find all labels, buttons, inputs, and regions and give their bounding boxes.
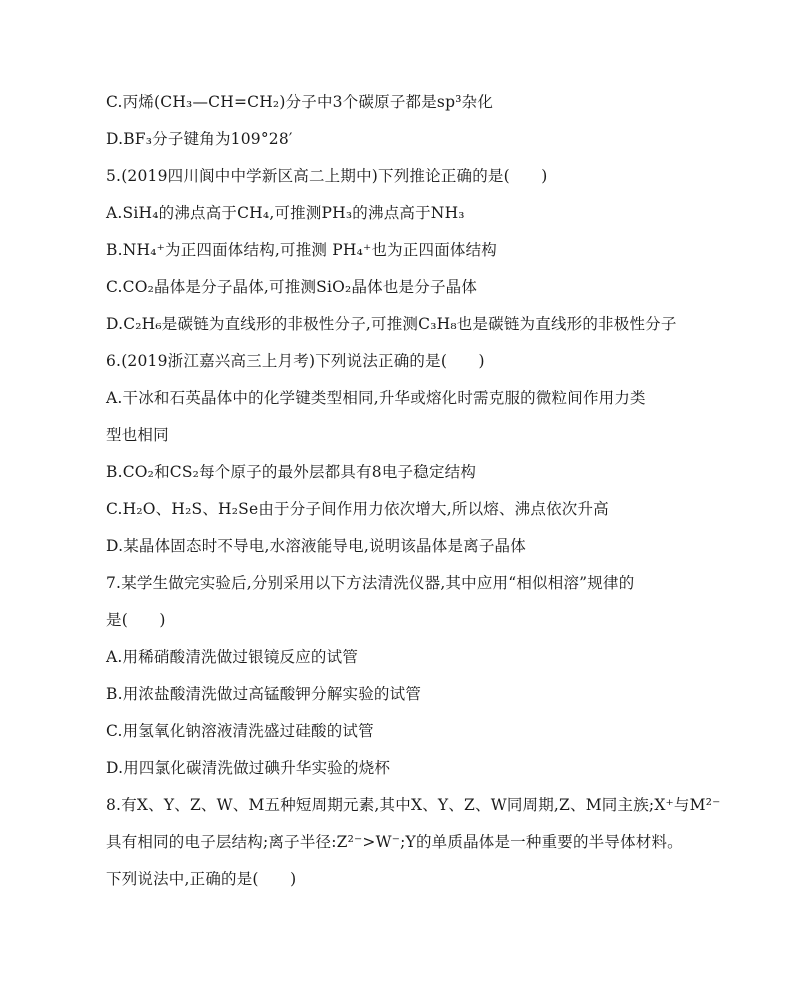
option-a-q5: A.SiH₄的沸点高于CH₄,可推测PH₃的沸点高于NH₃ — [106, 204, 465, 222]
option-c-q6: C.H₂O、H₂S、H₂Se由于分子间作用力依次增大,所以熔、沸点依次升高 — [106, 500, 609, 518]
option-c-q5: C.CO₂晶体是分子晶体,可推测SiO₂晶体也是分子晶体 — [106, 278, 478, 296]
option-a-q7: A.用稀硝酸清洗做过银镜反应的试管 — [106, 648, 359, 666]
question-5: 5.(2019四川阆中中学新区高二上期中)下列推论正确的是( ) — [106, 167, 548, 185]
option-d-q7: D.用四氯化碳清洗做过碘升华实验的烧杯 — [106, 759, 391, 777]
option-c-q4: C.丙烯(CH₃—CH=CH₂)分子中3个碳原子都是sp³杂化 — [106, 93, 494, 111]
option-d-q5: D.C₂H₆是碳链为直线形的非极性分子,可推测C₃H₈也是碳链为直线形的非极性分子 — [106, 315, 677, 333]
question-8-line1: 8.有X、Y、Z、W、M五种短周期元素,其中X、Y、Z、W同周期,Z、M同主族;X⁺与M²⁻ — [106, 796, 721, 814]
question-8-line2: 具有相同的电子层结构;离子半径:Z²⁻>W⁻;Y的单质晶体是一种重要的半导体材料。 — [106, 833, 683, 851]
option-b-q6: B.CO₂和CS₂每个原子的最外层都具有8电子稳定结构 — [106, 463, 477, 481]
option-b-q5: B.NH₄⁺为正四面体结构,可推测 PH₄⁺也为正四面体结构 — [106, 241, 497, 259]
option-c-q7: C.用氢氧化钠溶液清洗盛过硅酸的试管 — [106, 722, 374, 740]
question-7-line2: 是( ) — [106, 611, 166, 629]
option-a-q6-line1: A.干冰和石英晶体中的化学键类型相同,升华或熔化时需克服的微粒间作用力类 — [106, 389, 646, 407]
option-a-q6-line2: 型也相同 — [106, 426, 169, 444]
option-b-q7: B.用浓盐酸清洗做过高锰酸钾分解实验的试管 — [106, 685, 422, 703]
question-8-line3: 下列说法中,正确的是( ) — [106, 870, 297, 888]
question-6: 6.(2019浙江嘉兴高三上月考)下列说法正确的是( ) — [106, 352, 485, 370]
question-7-line1: 7.某学生做完实验后,分别采用以下方法清洗仪器,其中应用“相似相溶”规律的 — [106, 574, 635, 592]
option-d-q4: D.BF₃分子键角为109°28′ — [106, 130, 293, 148]
option-d-q6: D.某晶体固态时不导电,水溶液能导电,说明该晶体是离子晶体 — [106, 537, 526, 555]
